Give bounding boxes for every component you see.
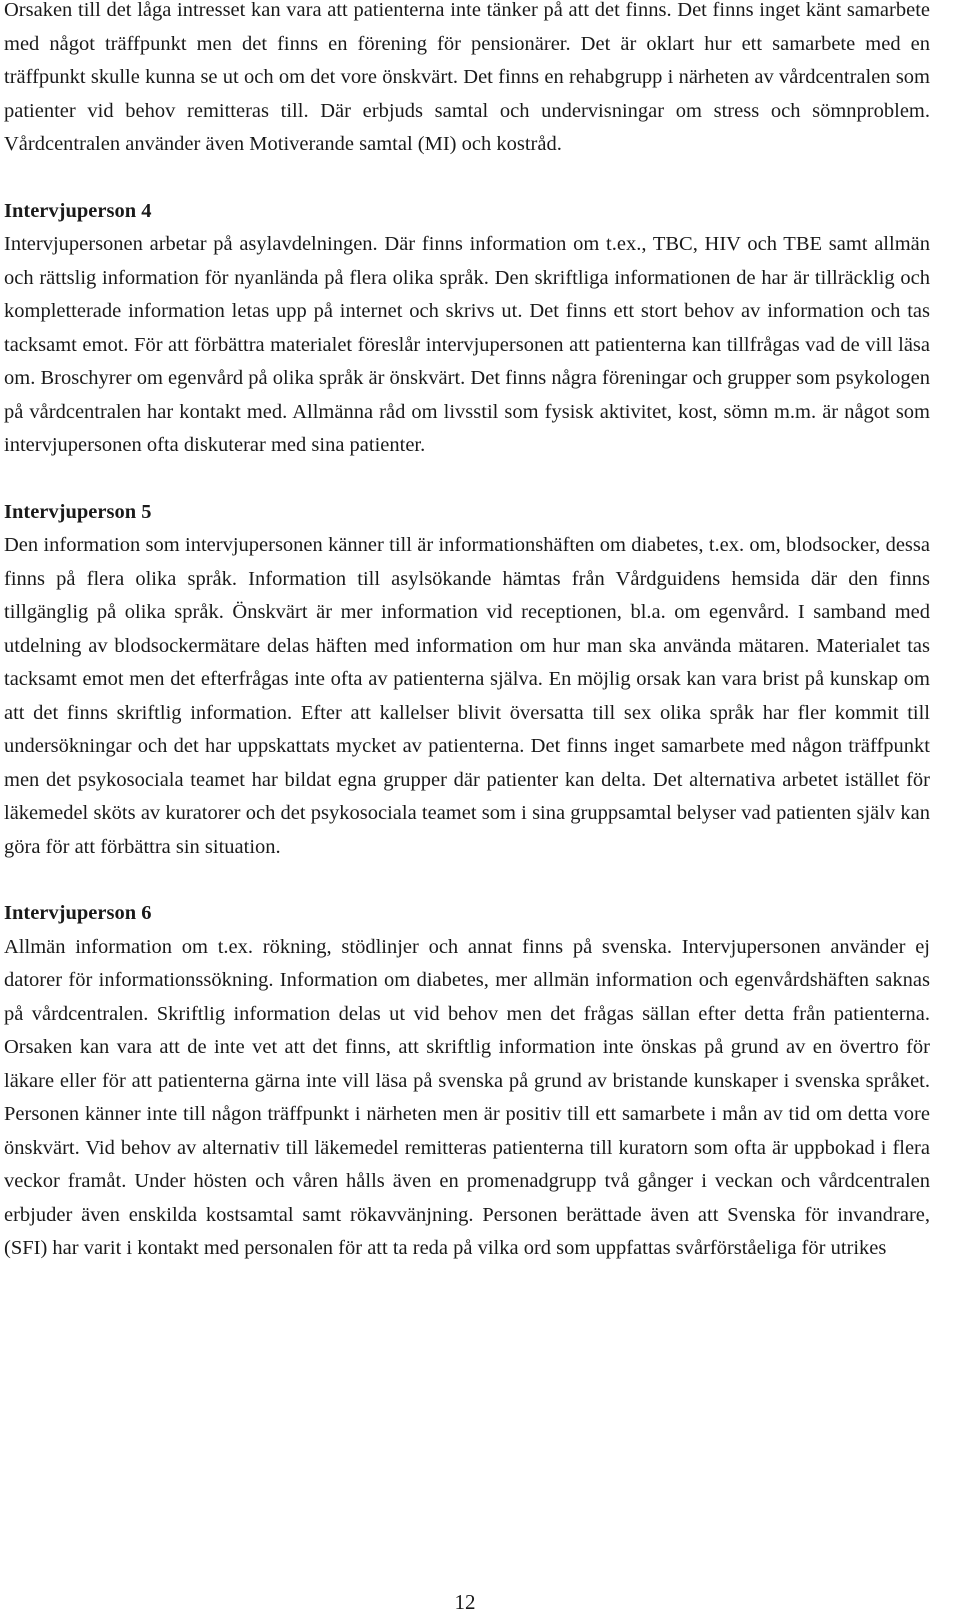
- section-body: Den information som intervjupersonen känner till är informationshäften om diabetes, t.ex. om, blodsocker, dessa finns på flera olika språk. Information till asylsökande hämtas från Vårdguidens hemsida där den finns tillgänglig på olika språk. Önskvärt är mer information vid receptionen, bl.a. om egenvård. I samband med utdelning av blodsockermätare delas häften med information om hur man ska använda mätaren. Materialet tas tacksamt emot men det efterfrågas inte ofta av patienterna själva. En möjlig orsak kan vara brist på kunskap om att det finns skriftlig information. Efter att kallelser blivit översatta till sex olika språk har fler kommit till undersökningar och det har uppskattats mycket av patienterna. Det finns inget samarbete med någon träffpunkt men det psykosociala teamet har bildat egna grupper där patienter kan delta. Det alternativa arbetet istället för läkemedel sköts av kuratorer och det psykosociala teamet som i sina gruppsamtal belyser vad patienten själv kan göra för att förbättra sin situation.: [4, 534, 930, 858]
- section-body: Intervjupersonen arbetar på asylavdelningen. Där finns information om t.ex., TBC, HIV och TBE samt allmän och rättslig information för nyanlända på flera olika språk. Den skriftliga informationen de har är tillräcklig och kompletterade information letas upp på internet och skrivs ut. Det finns ett stort behov av information och tas tacksamt emot. För att förbättra materialet föreslår intervjupersonen att patienterna kan tillfrågas vad de vill läsa om. Broschyrer om egenvård på olika språk är önskvärt. Det finns några föreningar och grupper som psykologen på vårdcentralen har kontakt med. Allmänna råd om livsstil som fysisk aktivitet, kost, sömn m.m. är något som intervjupersonen ofta diskuterar med sina patienter.: [4, 233, 930, 456]
- section-heading: Intervjuperson 6: [4, 902, 152, 924]
- section-heading: Intervjuperson 4: [4, 199, 152, 222]
- section-intervjuperson-6: [4, 897, 930, 1266]
- page-number: 12: [454, 1590, 476, 1614]
- document-page: [4, 0, 930, 1266]
- section-heading: Intervjuperson 5: [4, 500, 152, 523]
- section-intervjuperson-5: [4, 496, 930, 865]
- section-body: Allmän information om t.ex. rökning, stödlinjer och annat finns på svenska. Intervjupersonen använder ej datorer för informationssökning. Information om diabetes, mer allmän information och egenvårdshäften saknas på vårdcentralen. Skriftlig information delas ut vid behov men det frågas sällan efter detta från patienterna. Orsaken kan vara att de inte vet att det finns, att skriftlig information inte önskas på grund av en övertro för läkare eller för att patienterna gärna inte vill läsa på svenska på grund av bristande kunskaper i svenska språket. Personen känner inte till någon träffpunkt i närheten men är positiv till ett samarbete i mån av tid om detta vore önskvärt. Vid behov av alternativ till läkemedel remitteras patienterna till kuratorn som ofta är uppbokad i flera veckor framåt. Under hösten och våren hålls även en promenadgrupp två gånger i veckan och vårdcentralen erbjuder även enskilda kostsamtal samt rökavvänjning. Personen berättade även att Svenska för invandrare, (SFI) har varit i kontakt med personalen för att ta reda på vilka ord som uppfattas svårförståeliga för utrikes: [4, 935, 930, 1259]
- section-intervjuperson-4: [4, 195, 930, 463]
- intro-paragraph: Orsaken till det låga intresset kan vara att patienterna inte tänker på att det finns. Det finns inget känt samarbete med något träffpunkt men det finns en förening för pensionärer. Det är oklart hur ett samarbete med en träffpunkt skulle kunna se ut och om det vore önskvärt. Det finns en rehabgrupp i närheten av vårdcentralen som patienter vid behov remitteras till. Där erbjuds samtal och undervisningar om stress och sömnproblem. Vårdcentralen använder även Motiverande samtal (MI) och kostråd.: [4, 0, 930, 155]
